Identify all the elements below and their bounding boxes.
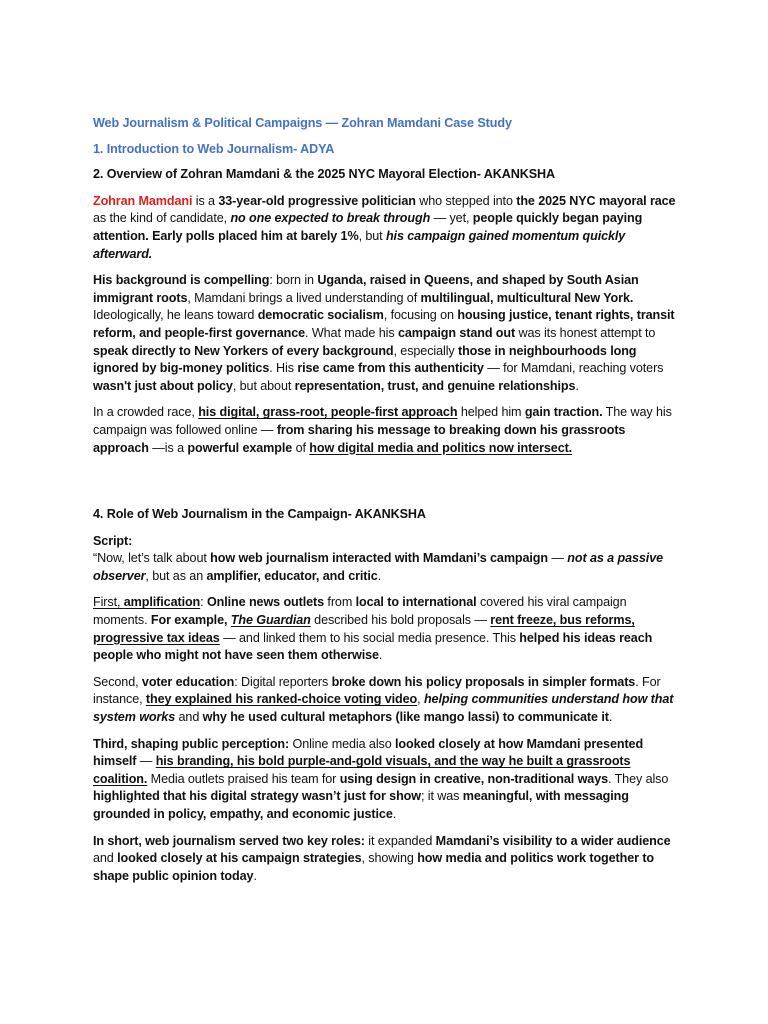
paragraph-background: His background is compelling: born in Uganda, raised in Queens, and shaped by South Asian immigrant roots, Mamdani brings a lived understanding of multilingual, multicultural New York. Ideologically, he leans toward democratic socialism, focusing on housing justice, tenant rights, transit reform, and people-first governance. What made his campaign stand out was its honest attempt to speak directly to New Yorkers of every background, especially those in neighbourhoods long ignored by big-money politics. His rise came from this authenticity — for Mamdani, reaching voters wasn't just about policy, but about representation, trust, and genuine relationships. (93, 273, 675, 393)
section-4-heading: 4. Role of Web Journalism in the Campaign- AKANKSHA (93, 507, 426, 522)
document-title: Web Journalism & Political Campaigns — Zohran Mamdani Case Study (93, 116, 512, 130)
paragraph-summary: In short, web journalism served two key roles: it expanded Mamdani’s visibility to a wider audience and looked closely at his campaign strategies, showing how media and politics work together to shape public opinion today. (93, 833, 671, 883)
section-spacer (93, 466, 683, 506)
paragraph-public-perception: Third, shaping public perception: Online media also looked closely at how Mamdani presented himself — his branding, his bold purple-and-gold visuals, and the way he built a grassroots coalition. Media outlets praised his team for using design in creative, non-traditional ways. They also highlighted that his digital strategy wasn’t just for show; it was meaningful, with messaging grounded in policy, empathy, and economic justice. (93, 736, 669, 821)
script-label: Script: (93, 533, 133, 548)
section-2-heading: 2. Overview of Zohran Mamdani & the 2025 NYC Mayoral Election- AKANKSHA (93, 167, 556, 182)
section-1-heading: 1. Introduction to Web Journalism- ADYA (93, 141, 335, 156)
paragraph-amplification: First, amplification: Online news outlets from local to international covered his viral campaign moments. For example, The Guardian described his bold proposals — rent freeze, bus reforms, progressive tax ideas — and linked them to his social media presence. This helped his ideas reach people who might not have seen them otherwise. (93, 595, 653, 663)
document-body (93, 115, 683, 894)
paragraph-voter-education: Second, voter education: Digital reporters broke down his policy proposals in simpler formats. For instance, they explained his ranked-choice voting video, helping communities understand how that system works and why he used cultural metaphors (like mango lassi) to communicate it. (93, 674, 674, 725)
paragraph-mamdani-intro: Zohran Mamdani is a 33-year-old progressive politician who stepped into the 2025 NYC mayoral race as the kind of candidate, no one expected to break through — yet, people quickly began paying attention. Early polls placed him at barely 1%, but his campaign gained momentum quickly afterward. (93, 193, 676, 261)
paragraph-script-intro: Script: “Now, let’s talk about how web journalism interacted with Mamdani’s campaign — not as a passive observer, but as an amplifier, educator, and critic. (93, 533, 663, 583)
paragraph-digital-approach: In a crowded race, his digital, grass-root, people-first approach helped him gain traction. The way his campaign was followed online — from sharing his message to breaking down his grassroots approach —is a powerful example of how digital media and politics now intersect. (93, 405, 672, 455)
